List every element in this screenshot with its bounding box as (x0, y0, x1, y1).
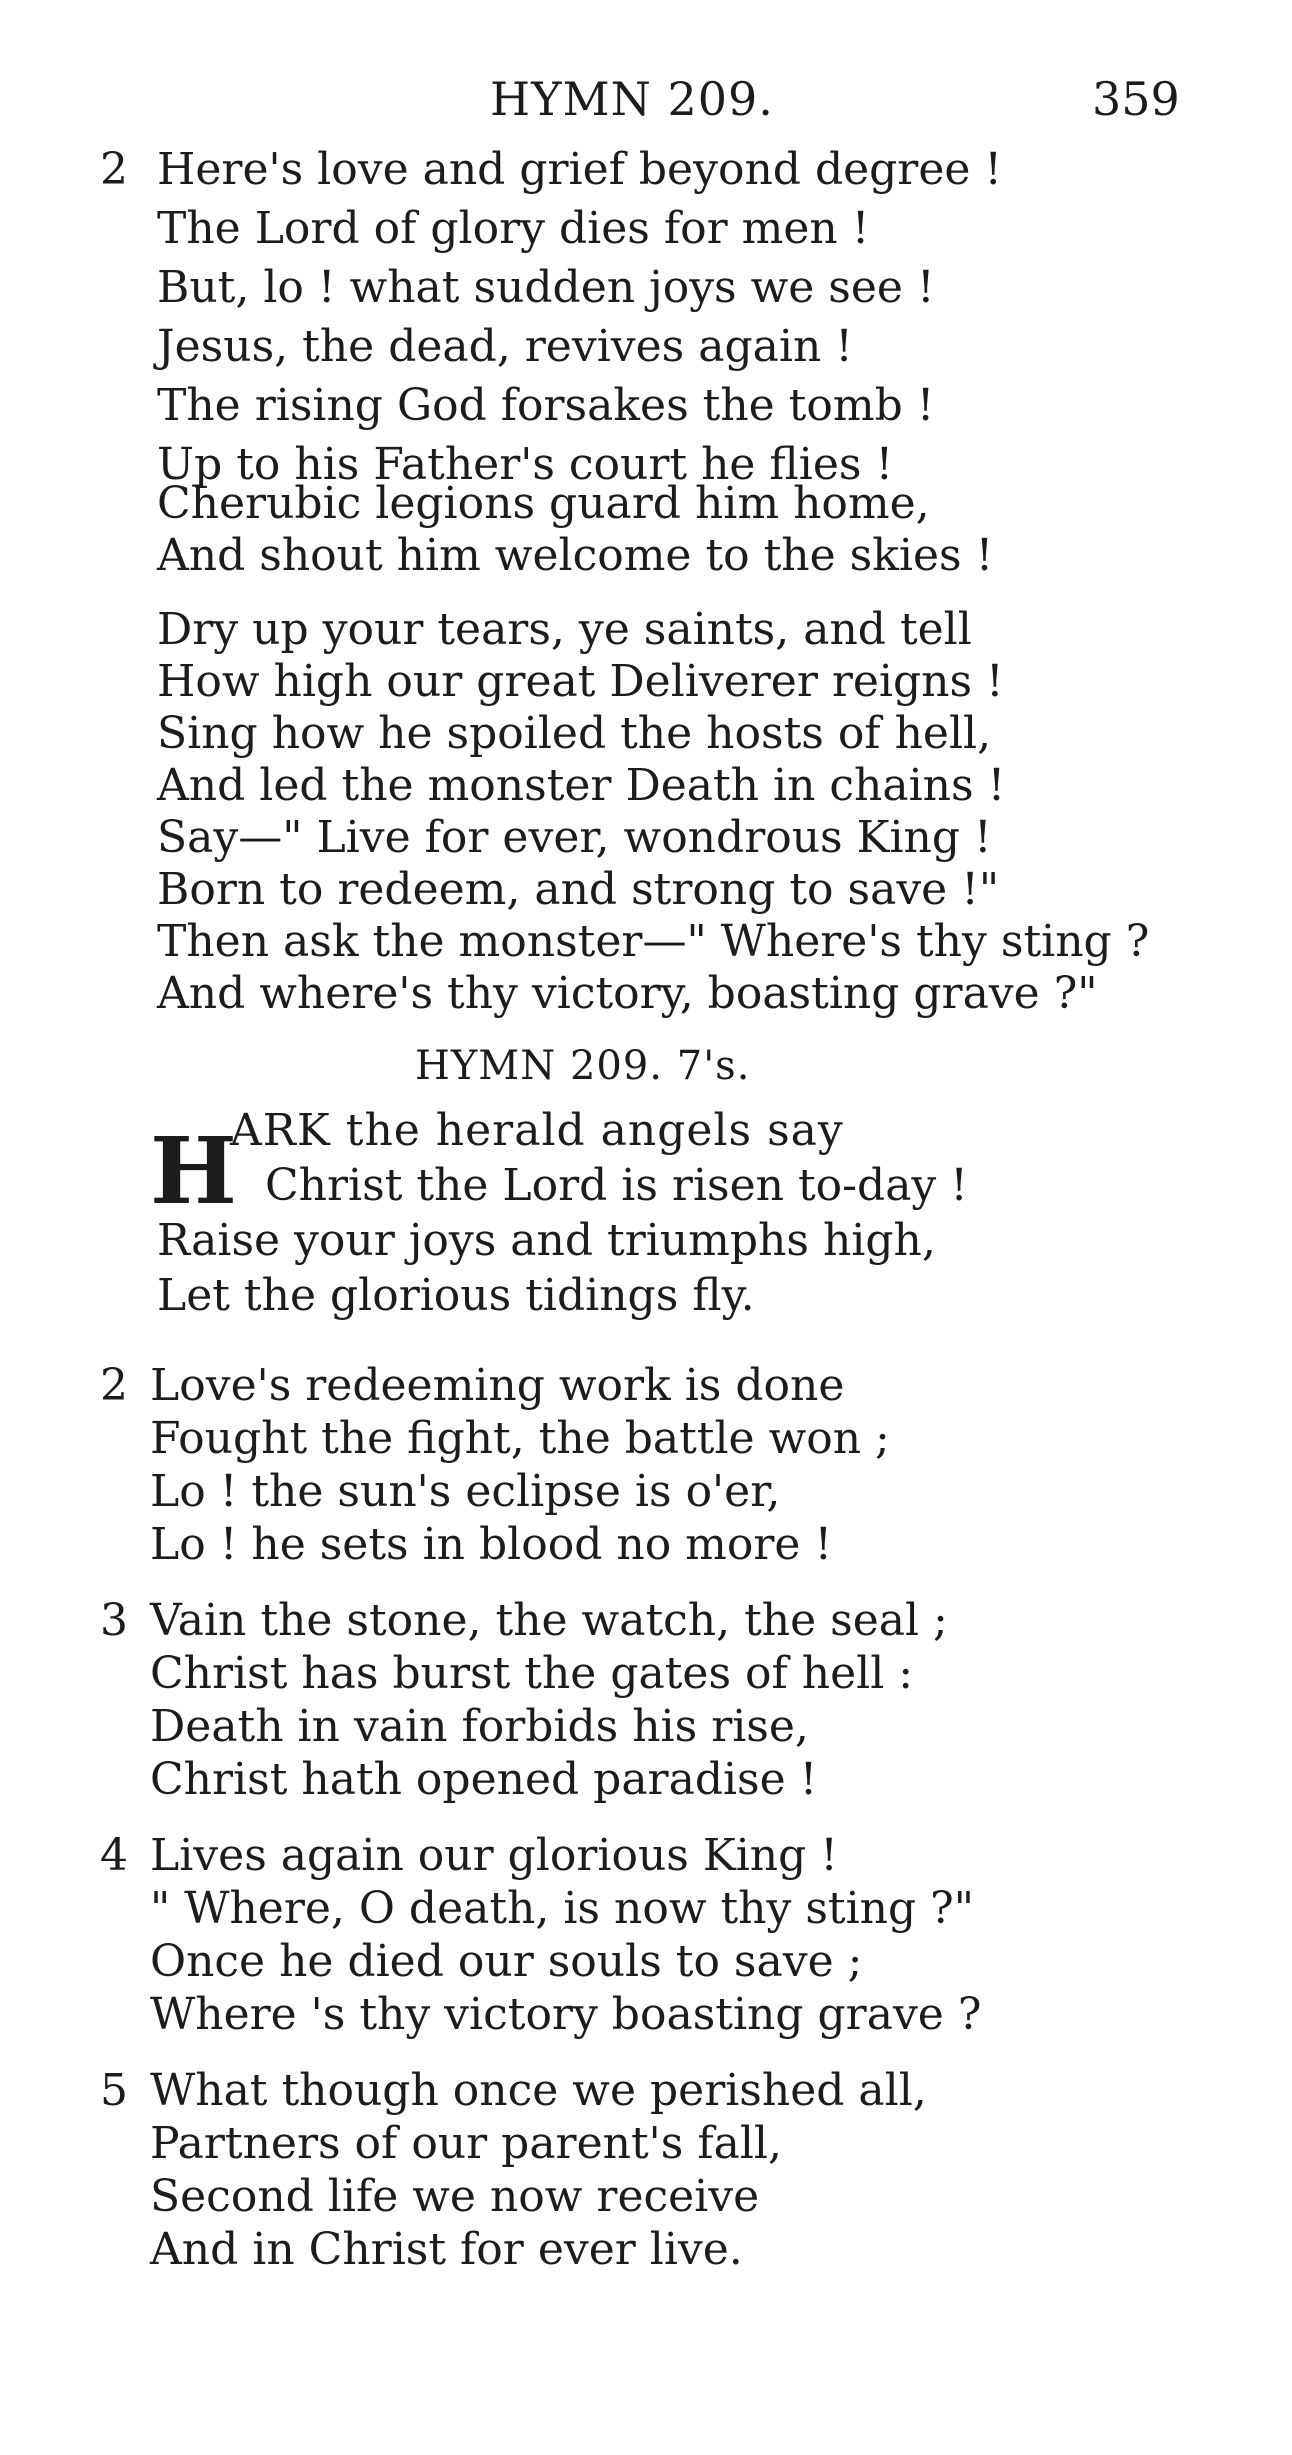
verse-line: Born to redeem, and strong to save !" (157, 864, 1000, 915)
verse-line: Love's redeeming work is done (150, 1360, 845, 1411)
verse-line: And led the monster Death in chains ! (157, 760, 1006, 811)
verse-line: How high our great Deliverer reigns ! (157, 656, 1004, 707)
verse-line: Say—" Live for ever, wondrous King ! (157, 812, 992, 863)
verse-line: Once he died our souls to save ; (150, 1936, 863, 1987)
verse-line: Sing how he spoiled the hosts of hell, (157, 708, 992, 759)
verse-line: And shout him welcome to the skies ! (157, 530, 994, 581)
verse-line: Death in vain forbids his rise, (150, 1701, 809, 1752)
verse-line: " Where, O death, is now thy sting ?" (150, 1883, 974, 1934)
verse-line: Second life we now receive (150, 2171, 760, 2222)
drop-cap: H (150, 1117, 237, 1225)
verse-line: Lo ! he sets in blood no more ! (150, 1519, 833, 1570)
verse-line: Christ the Lord is risen to-day ! (265, 1160, 968, 1211)
verse-line: And where's thy victory, boasting grave ?" (157, 968, 1098, 1019)
running-head (0, 72, 1292, 132)
stanza-number: 2 (100, 144, 128, 195)
running-title: HYMN 209. (490, 72, 774, 126)
verse-line: Raise your joys and triumphs high, (157, 1215, 936, 1266)
verse-line: Where 's thy victory boasting grave ? (150, 1989, 982, 2040)
verse-line: The rising God forsakes the tomb ! (157, 380, 935, 431)
verse-line: Jesus, the dead, revives again ! (157, 321, 853, 372)
verse-line: Cherubic legions guard him home, (157, 478, 930, 529)
verse-line: Christ has burst the gates of hell : (150, 1648, 914, 1699)
verse-line: Up to his Father's court he flies ! (157, 439, 894, 490)
verse-line: Vain the stone, the watch, the seal ; (150, 1595, 948, 1646)
verse-line: Lives again our glorious King ! (150, 1830, 838, 1881)
verse-line: Let the glorious tidings fly. (157, 1270, 755, 1321)
verse-line: Dry up your tears, ye saints, and tell (157, 604, 972, 655)
verse-line: And in Christ for ever live. (150, 2224, 743, 2275)
verse-line: Fought the fight, the battle won ; (150, 1413, 890, 1464)
stanza-number: 4 (100, 1830, 128, 1881)
stanza-number: 2 (100, 1360, 128, 1411)
hymn-heading: HYMN 209. 7's. (415, 1043, 751, 1089)
verse-line: Here's love and grief beyond degree ! (157, 144, 1003, 195)
verse-line: Lo ! the sun's eclipse is o'er, (150, 1466, 781, 1517)
verse-line: The Lord of glory dies for men ! (157, 203, 870, 254)
verse-line: Then ask the monster—" Where's thy sting ? (157, 916, 1150, 967)
verse-line: Christ hath opened paradise ! (150, 1754, 818, 1805)
page-number: 359 (1092, 72, 1180, 126)
stanza-number: 3 (100, 1595, 128, 1646)
verse-line: Partners of our parent's fall, (150, 2118, 782, 2169)
stanza-number: 5 (100, 2065, 128, 2116)
verse-line: But, lo ! what sudden joys we see ! (157, 262, 935, 313)
verse-line: What though once we perished all, (150, 2065, 927, 2116)
verse-line: ARK the herald angels say (230, 1105, 844, 1156)
